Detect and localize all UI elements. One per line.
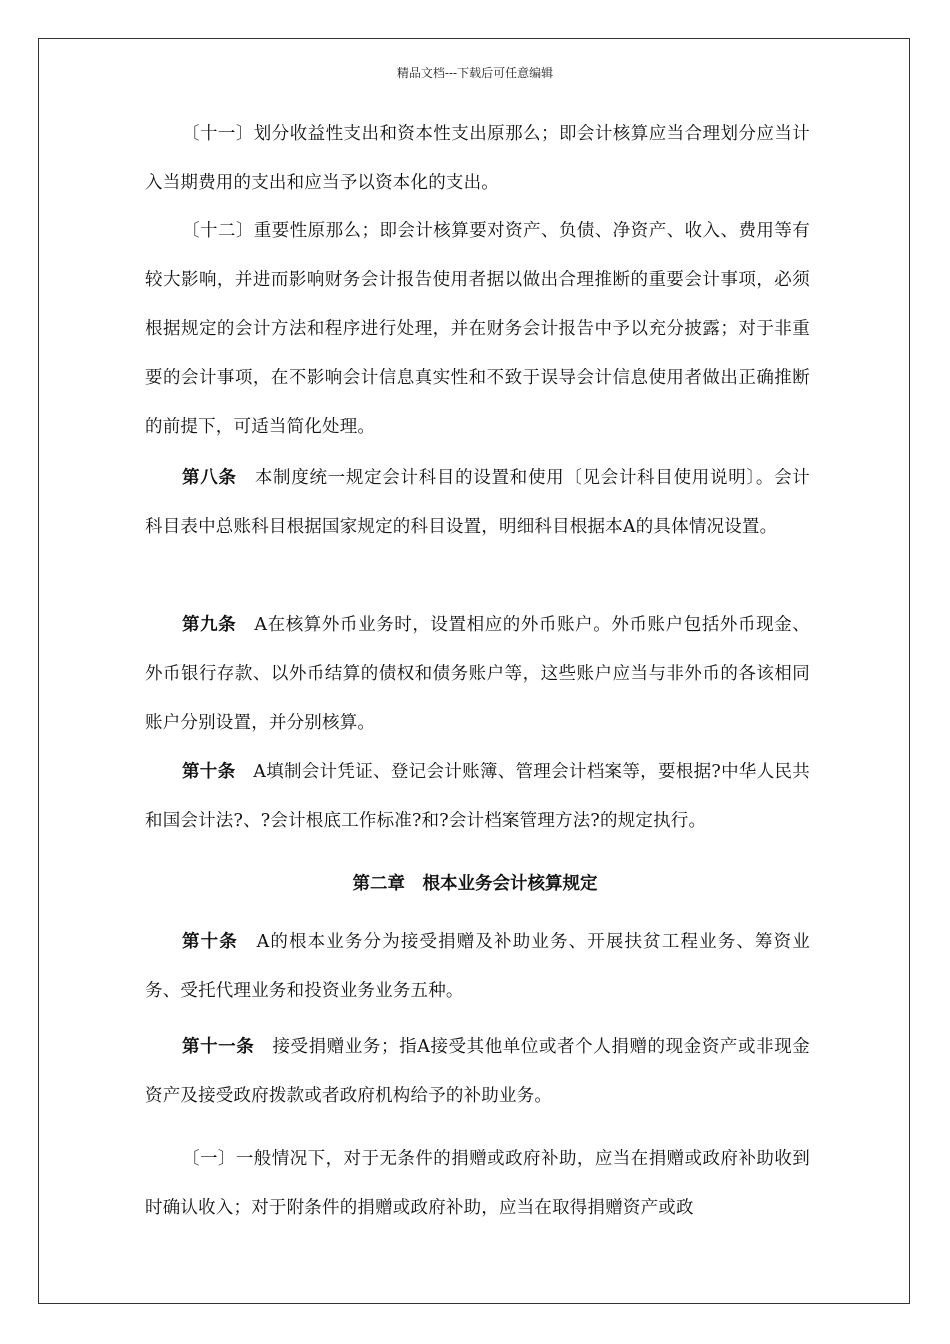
paragraph-text: 〔十二〕重要性原那么；即会计核算要对资产、负债、净资产、收入、费用等有较大影响，并进而影响财务会计报告使用者据以做出合理推断的重要会计事项，必须根据规定的会计方法和程序进行处理，并在财务会计报告中予以充分披露；对于非重要的会计事项，在不影响会计信息真实性和不致于误导会计信息使用者做出正确推断的前提下，可适当简化处理。: [145, 221, 810, 437]
paragraph-text: 〔十一〕划分收益性支出和资本性支出原那么；即会计核算应当合理划分应当计入当期费用的支出和应当予以资本化的支出。: [145, 124, 810, 193]
paragraph-11: [145, 110, 810, 208]
article-10-basic: [145, 918, 810, 1016]
article-label: 第十一条: [182, 1037, 255, 1057]
chapter-title: 第二章 根本业务会计核算规定: [352, 874, 598, 894]
paragraph-text: 〔一〕一般情况下，对于无条件的捐赠或政府补助，应当在捐赠或政府补助收到时确认收入；对于附条件的捐赠或政府补助，应当在取得捐赠资产或政: [145, 1149, 810, 1218]
article-label: 第八条: [182, 468, 237, 488]
article-10: [145, 748, 810, 846]
article-label: 第十条: [182, 932, 238, 952]
paragraph-text: A填制会计凭证、登记会计账簿、管理会计档案等，要根据?中华人民共和国会计法?、?会计根底工作标准?和?会计档案管理方法?的规定执行。: [145, 762, 811, 831]
article-label: 第九条: [182, 615, 237, 635]
article-label: 第十条: [182, 762, 236, 782]
article-8: [145, 454, 810, 552]
paragraph-text: A在核算外币业务时，设置相应的外币账户。外币账户包括外币现金、外币银行存款、以外币结算的债权和债务账户等，这些账户应当与非外币的各该相同账户分别设置，并分别核算。: [145, 615, 810, 733]
page-header: 精品文档---下载后可任意编辑: [396, 66, 554, 80]
paragraph-item-1: [145, 1135, 810, 1233]
paragraph-text: 本制度统一规定会计科目的设置和使用〔见会计科目使用说明〕。会计科目表中总账科目根据国家规定的科目设置，明细科目根据本A的具体情况设置。: [145, 468, 810, 537]
article-9: [145, 601, 810, 748]
article-11: [145, 1023, 810, 1121]
paragraph-12: [145, 207, 810, 452]
paragraph-text: 接受捐赠业务；指A接受其他单位或者个人捐赠的现金资产或非现金资产及接受政府拨款或者政府机构给予的补助业务。: [145, 1037, 810, 1106]
paragraph-text: A的根本业务分为接受捐赠及补助业务、开展扶贫工程业务、筹资业务、受托代理业务和投资业务业务五种。: [145, 932, 811, 1001]
